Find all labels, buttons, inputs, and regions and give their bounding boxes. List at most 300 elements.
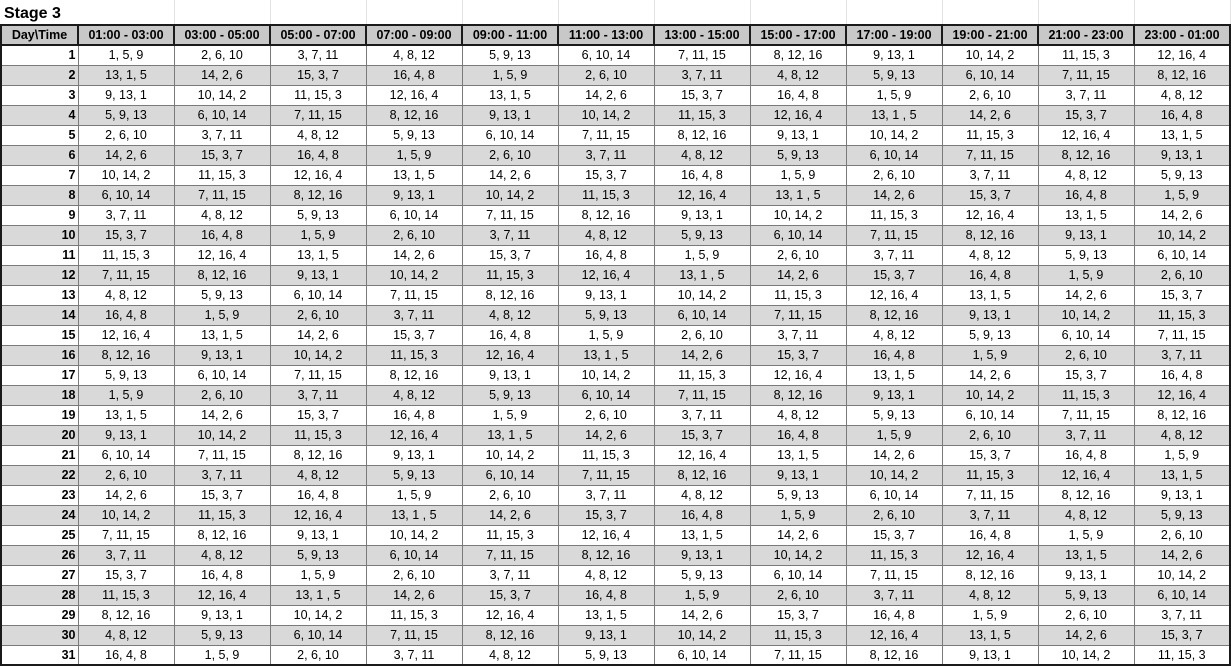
schedule-cell[interactable]: 10, 14, 2 xyxy=(942,385,1038,405)
schedule-cell[interactable]: 4, 8, 12 xyxy=(846,325,942,345)
schedule-cell[interactable]: 14, 2, 6 xyxy=(270,325,366,345)
schedule-cell[interactable]: 14, 2, 6 xyxy=(462,165,558,185)
day-number-cell[interactable]: 3 xyxy=(1,85,78,105)
schedule-cell[interactable]: 11, 15, 3 xyxy=(846,205,942,225)
schedule-cell[interactable]: 7, 11, 15 xyxy=(558,465,654,485)
schedule-cell[interactable]: 14, 2, 6 xyxy=(654,345,750,365)
schedule-cell[interactable]: 4, 8, 12 xyxy=(654,485,750,505)
schedule-cell[interactable]: 5, 9, 13 xyxy=(1134,505,1230,525)
schedule-cell[interactable]: 11, 15, 3 xyxy=(846,545,942,565)
schedule-cell[interactable]: 16, 4, 8 xyxy=(942,525,1038,545)
schedule-cell[interactable]: 7, 11, 15 xyxy=(78,525,174,545)
schedule-cell[interactable]: 12, 16, 4 xyxy=(1134,385,1230,405)
schedule-cell[interactable]: 12, 16, 4 xyxy=(558,265,654,285)
schedule-cell[interactable]: 11, 15, 3 xyxy=(78,585,174,605)
schedule-cell[interactable]: 4, 8, 12 xyxy=(750,65,846,85)
schedule-cell[interactable]: 6, 10, 14 xyxy=(270,625,366,645)
schedule-cell[interactable]: 6, 10, 14 xyxy=(366,545,462,565)
schedule-cell[interactable]: 15, 3, 7 xyxy=(846,525,942,545)
schedule-cell[interactable]: 10, 14, 2 xyxy=(366,525,462,545)
schedule-cell[interactable]: 13, 1 , 5 xyxy=(750,185,846,205)
schedule-cell[interactable]: 10, 14, 2 xyxy=(558,105,654,125)
schedule-cell[interactable]: 2, 6, 10 xyxy=(174,45,270,65)
schedule-cell[interactable]: 5, 9, 13 xyxy=(1134,165,1230,185)
schedule-cell[interactable]: 4, 8, 12 xyxy=(558,565,654,585)
schedule-cell[interactable]: 5, 9, 13 xyxy=(654,225,750,245)
schedule-cell[interactable]: 1, 5, 9 xyxy=(174,645,270,665)
schedule-cell[interactable]: 9, 13, 1 xyxy=(558,285,654,305)
day-number-cell[interactable]: 17 xyxy=(1,365,78,385)
schedule-cell[interactable]: 11, 15, 3 xyxy=(654,365,750,385)
schedule-cell[interactable]: 6, 10, 14 xyxy=(750,565,846,585)
schedule-cell[interactable]: 10, 14, 2 xyxy=(174,85,270,105)
schedule-cell[interactable]: 10, 14, 2 xyxy=(1134,565,1230,585)
schedule-cell[interactable]: 2, 6, 10 xyxy=(846,165,942,185)
schedule-cell[interactable]: 12, 16, 4 xyxy=(846,285,942,305)
schedule-cell[interactable]: 11, 15, 3 xyxy=(366,605,462,625)
schedule-cell[interactable]: 4, 8, 12 xyxy=(942,245,1038,265)
schedule-cell[interactable]: 13, 1, 5 xyxy=(78,405,174,425)
day-number-cell[interactable]: 11 xyxy=(1,245,78,265)
schedule-cell[interactable]: 13, 1, 5 xyxy=(1038,545,1134,565)
schedule-cell[interactable]: 14, 2, 6 xyxy=(78,485,174,505)
schedule-cell[interactable]: 10, 14, 2 xyxy=(78,165,174,185)
schedule-cell[interactable]: 1, 5, 9 xyxy=(654,585,750,605)
schedule-cell[interactable]: 16, 4, 8 xyxy=(270,145,366,165)
schedule-cell[interactable]: 1, 5, 9 xyxy=(270,565,366,585)
schedule-cell[interactable]: 16, 4, 8 xyxy=(558,585,654,605)
schedule-cell[interactable]: 3, 7, 11 xyxy=(78,545,174,565)
schedule-cell[interactable]: 16, 4, 8 xyxy=(942,265,1038,285)
schedule-cell[interactable]: 16, 4, 8 xyxy=(846,345,942,365)
schedule-cell[interactable]: 12, 16, 4 xyxy=(174,585,270,605)
schedule-cell[interactable]: 15, 3, 7 xyxy=(942,445,1038,465)
schedule-cell[interactable]: 8, 12, 16 xyxy=(942,225,1038,245)
schedule-cell[interactable]: 9, 13, 1 xyxy=(270,265,366,285)
schedule-cell[interactable]: 13, 1, 5 xyxy=(1134,465,1230,485)
schedule-cell[interactable]: 7, 11, 15 xyxy=(462,205,558,225)
schedule-cell[interactable]: 2, 6, 10 xyxy=(366,225,462,245)
empty-cell[interactable] xyxy=(750,0,846,25)
schedule-cell[interactable]: 1, 5, 9 xyxy=(654,245,750,265)
schedule-cell[interactable]: 9, 13, 1 xyxy=(462,105,558,125)
schedule-cell[interactable]: 10, 14, 2 xyxy=(462,185,558,205)
schedule-cell[interactable]: 9, 13, 1 xyxy=(1038,225,1134,245)
schedule-cell[interactable]: 6, 10, 14 xyxy=(1134,245,1230,265)
time-slot-header[interactable]: 01:00 - 03:00 xyxy=(78,25,174,45)
schedule-cell[interactable]: 4, 8, 12 xyxy=(366,45,462,65)
schedule-cell[interactable]: 13, 1, 5 xyxy=(1038,205,1134,225)
schedule-cell[interactable]: 5, 9, 13 xyxy=(462,385,558,405)
schedule-cell[interactable]: 1, 5, 9 xyxy=(1038,525,1134,545)
schedule-cell[interactable]: 3, 7, 11 xyxy=(1134,345,1230,365)
schedule-cell[interactable]: 4, 8, 12 xyxy=(270,125,366,145)
day-number-cell[interactable]: 6 xyxy=(1,145,78,165)
schedule-cell[interactable]: 8, 12, 16 xyxy=(462,625,558,645)
schedule-cell[interactable]: 10, 14, 2 xyxy=(1038,645,1134,665)
schedule-cell[interactable]: 2, 6, 10 xyxy=(462,145,558,165)
schedule-cell[interactable]: 14, 2, 6 xyxy=(846,445,942,465)
schedule-cell[interactable]: 14, 2, 6 xyxy=(174,405,270,425)
schedule-cell[interactable]: 7, 11, 15 xyxy=(270,105,366,125)
schedule-cell[interactable]: 5, 9, 13 xyxy=(750,485,846,505)
schedule-cell[interactable]: 2, 6, 10 xyxy=(366,565,462,585)
empty-cell[interactable] xyxy=(462,0,558,25)
day-number-cell[interactable]: 20 xyxy=(1,425,78,445)
schedule-cell[interactable]: 7, 11, 15 xyxy=(1134,325,1230,345)
schedule-cell[interactable]: 4, 8, 12 xyxy=(1134,85,1230,105)
schedule-cell[interactable]: 13, 1 , 5 xyxy=(270,585,366,605)
time-slot-header[interactable]: 17:00 - 19:00 xyxy=(846,25,942,45)
schedule-cell[interactable]: 1, 5, 9 xyxy=(462,65,558,85)
day-number-cell[interactable]: 18 xyxy=(1,385,78,405)
schedule-cell[interactable]: 8, 12, 16 xyxy=(846,305,942,325)
schedule-cell[interactable]: 13, 1 , 5 xyxy=(654,265,750,285)
schedule-cell[interactable]: 16, 4, 8 xyxy=(366,405,462,425)
schedule-cell[interactable]: 8, 12, 16 xyxy=(558,205,654,225)
schedule-cell[interactable]: 3, 7, 11 xyxy=(174,125,270,145)
schedule-cell[interactable]: 1, 5, 9 xyxy=(78,45,174,65)
schedule-cell[interactable]: 12, 16, 4 xyxy=(1038,465,1134,485)
empty-cell[interactable] xyxy=(654,0,750,25)
schedule-cell[interactable]: 9, 13, 1 xyxy=(366,445,462,465)
schedule-cell[interactable]: 9, 13, 1 xyxy=(750,465,846,485)
empty-cell[interactable] xyxy=(78,0,174,25)
schedule-cell[interactable]: 13, 1 , 5 xyxy=(366,505,462,525)
day-number-cell[interactable]: 5 xyxy=(1,125,78,145)
schedule-cell[interactable]: 14, 2, 6 xyxy=(558,85,654,105)
schedule-cell[interactable]: 15, 3, 7 xyxy=(750,605,846,625)
schedule-cell[interactable]: 9, 13, 1 xyxy=(942,645,1038,665)
schedule-cell[interactable]: 6, 10, 14 xyxy=(366,205,462,225)
schedule-cell[interactable]: 11, 15, 3 xyxy=(942,465,1038,485)
schedule-cell[interactable]: 14, 2, 6 xyxy=(942,365,1038,385)
schedule-cell[interactable]: 5, 9, 13 xyxy=(1038,245,1134,265)
schedule-cell[interactable]: 4, 8, 12 xyxy=(366,385,462,405)
schedule-cell[interactable]: 14, 2, 6 xyxy=(174,65,270,85)
schedule-cell[interactable]: 16, 4, 8 xyxy=(750,85,846,105)
schedule-cell[interactable]: 12, 16, 4 xyxy=(1134,45,1230,65)
schedule-cell[interactable]: 3, 7, 11 xyxy=(558,485,654,505)
schedule-cell[interactable]: 10, 14, 2 xyxy=(1134,225,1230,245)
schedule-cell[interactable]: 7, 11, 15 xyxy=(942,485,1038,505)
schedule-cell[interactable]: 2, 6, 10 xyxy=(174,385,270,405)
schedule-cell[interactable]: 9, 13, 1 xyxy=(1134,145,1230,165)
schedule-cell[interactable]: 9, 13, 1 xyxy=(654,205,750,225)
schedule-cell[interactable]: 12, 16, 4 xyxy=(654,185,750,205)
schedule-cell[interactable]: 16, 4, 8 xyxy=(270,485,366,505)
schedule-cell[interactable]: 10, 14, 2 xyxy=(366,265,462,285)
schedule-cell[interactable]: 6, 10, 14 xyxy=(654,645,750,665)
schedule-cell[interactable]: 10, 14, 2 xyxy=(270,605,366,625)
schedule-cell[interactable]: 9, 13, 1 xyxy=(1134,485,1230,505)
schedule-cell[interactable]: 6, 10, 14 xyxy=(558,385,654,405)
schedule-cell[interactable]: 15, 3, 7 xyxy=(750,345,846,365)
schedule-cell[interactable]: 8, 12, 16 xyxy=(174,265,270,285)
schedule-cell[interactable]: 5, 9, 13 xyxy=(846,65,942,85)
schedule-cell[interactable]: 2, 6, 10 xyxy=(270,305,366,325)
schedule-cell[interactable]: 8, 12, 16 xyxy=(1134,65,1230,85)
schedule-cell[interactable]: 7, 11, 15 xyxy=(846,565,942,585)
schedule-cell[interactable]: 2, 6, 10 xyxy=(654,325,750,345)
day-number-cell[interactable]: 8 xyxy=(1,185,78,205)
schedule-cell[interactable]: 6, 10, 14 xyxy=(558,45,654,65)
time-slot-header[interactable]: 09:00 - 11:00 xyxy=(462,25,558,45)
schedule-cell[interactable]: 15, 3, 7 xyxy=(558,505,654,525)
schedule-cell[interactable]: 8, 12, 16 xyxy=(78,605,174,625)
schedule-cell[interactable]: 7, 11, 15 xyxy=(174,185,270,205)
schedule-cell[interactable]: 3, 7, 11 xyxy=(462,225,558,245)
schedule-cell[interactable]: 1, 5, 9 xyxy=(174,305,270,325)
schedule-cell[interactable]: 6, 10, 14 xyxy=(462,125,558,145)
schedule-cell[interactable]: 9, 13, 1 xyxy=(78,425,174,445)
schedule-cell[interactable]: 2, 6, 10 xyxy=(270,645,366,665)
schedule-cell[interactable]: 13, 1, 5 xyxy=(270,245,366,265)
schedule-cell[interactable]: 8, 12, 16 xyxy=(750,45,846,65)
schedule-cell[interactable]: 11, 15, 3 xyxy=(270,425,366,445)
schedule-cell[interactable]: 6, 10, 14 xyxy=(78,185,174,205)
schedule-cell[interactable]: 15, 3, 7 xyxy=(462,245,558,265)
schedule-cell[interactable]: 14, 2, 6 xyxy=(942,105,1038,125)
schedule-cell[interactable]: 11, 15, 3 xyxy=(78,245,174,265)
schedule-cell[interactable]: 4, 8, 12 xyxy=(750,405,846,425)
schedule-cell[interactable]: 2, 6, 10 xyxy=(750,245,846,265)
schedule-cell[interactable]: 3, 7, 11 xyxy=(942,165,1038,185)
schedule-cell[interactable]: 6, 10, 14 xyxy=(750,225,846,245)
schedule-cell[interactable]: 16, 4, 8 xyxy=(78,645,174,665)
schedule-cell[interactable]: 8, 12, 16 xyxy=(78,345,174,365)
schedule-cell[interactable]: 8, 12, 16 xyxy=(1134,405,1230,425)
schedule-cell[interactable]: 15, 3, 7 xyxy=(942,185,1038,205)
day-number-cell[interactable]: 7 xyxy=(1,165,78,185)
schedule-cell[interactable]: 12, 16, 4 xyxy=(270,505,366,525)
schedule-cell[interactable]: 12, 16, 4 xyxy=(750,105,846,125)
day-number-cell[interactable]: 2 xyxy=(1,65,78,85)
schedule-cell[interactable]: 3, 7, 11 xyxy=(270,385,366,405)
schedule-cell[interactable]: 11, 15, 3 xyxy=(750,625,846,645)
schedule-cell[interactable]: 12, 16, 4 xyxy=(942,205,1038,225)
schedule-cell[interactable]: 7, 11, 15 xyxy=(558,125,654,145)
schedule-cell[interactable]: 1, 5, 9 xyxy=(846,85,942,105)
day-number-cell[interactable]: 30 xyxy=(1,625,78,645)
schedule-cell[interactable]: 1, 5, 9 xyxy=(558,325,654,345)
schedule-cell[interactable]: 11, 15, 3 xyxy=(750,285,846,305)
schedule-cell[interactable]: 13, 1, 5 xyxy=(462,85,558,105)
schedule-cell[interactable]: 15, 3, 7 xyxy=(558,165,654,185)
schedule-cell[interactable]: 9, 13, 1 xyxy=(1038,565,1134,585)
schedule-cell[interactable]: 3, 7, 11 xyxy=(942,505,1038,525)
schedule-cell[interactable]: 5, 9, 13 xyxy=(366,465,462,485)
day-number-cell[interactable]: 14 xyxy=(1,305,78,325)
schedule-cell[interactable]: 2, 6, 10 xyxy=(1134,265,1230,285)
schedule-cell[interactable]: 11, 15, 3 xyxy=(1134,645,1230,665)
schedule-cell[interactable]: 13, 1, 5 xyxy=(1134,125,1230,145)
sheet-title[interactable]: Stage 3 xyxy=(1,0,78,25)
schedule-cell[interactable]: 6, 10, 14 xyxy=(942,405,1038,425)
schedule-cell[interactable]: 9, 13, 1 xyxy=(270,525,366,545)
time-slot-header[interactable]: 15:00 - 17:00 xyxy=(750,25,846,45)
schedule-cell[interactable]: 15, 3, 7 xyxy=(1134,625,1230,645)
day-number-cell[interactable]: 16 xyxy=(1,345,78,365)
empty-cell[interactable] xyxy=(846,0,942,25)
schedule-cell[interactable]: 14, 2, 6 xyxy=(78,145,174,165)
schedule-cell[interactable]: 5, 9, 13 xyxy=(174,285,270,305)
schedule-cell[interactable]: 16, 4, 8 xyxy=(846,605,942,625)
day-number-cell[interactable]: 27 xyxy=(1,565,78,585)
schedule-cell[interactable]: 16, 4, 8 xyxy=(654,505,750,525)
empty-cell[interactable] xyxy=(174,0,270,25)
schedule-cell[interactable]: 15, 3, 7 xyxy=(270,65,366,85)
day-number-cell[interactable]: 12 xyxy=(1,265,78,285)
schedule-cell[interactable]: 2, 6, 10 xyxy=(1038,605,1134,625)
schedule-cell[interactable]: 9, 13, 1 xyxy=(462,365,558,385)
schedule-cell[interactable]: 10, 14, 2 xyxy=(558,365,654,385)
schedule-cell[interactable]: 8, 12, 16 xyxy=(942,565,1038,585)
schedule-cell[interactable]: 3, 7, 11 xyxy=(78,205,174,225)
schedule-cell[interactable]: 2, 6, 10 xyxy=(78,465,174,485)
schedule-cell[interactable]: 4, 8, 12 xyxy=(558,225,654,245)
schedule-cell[interactable]: 14, 2, 6 xyxy=(846,185,942,205)
schedule-cell[interactable]: 12, 16, 4 xyxy=(1038,125,1134,145)
schedule-cell[interactable]: 6, 10, 14 xyxy=(846,145,942,165)
schedule-cell[interactable]: 5, 9, 13 xyxy=(78,105,174,125)
schedule-cell[interactable]: 15, 3, 7 xyxy=(174,145,270,165)
schedule-cell[interactable]: 10, 14, 2 xyxy=(270,345,366,365)
schedule-cell[interactable]: 11, 15, 3 xyxy=(942,125,1038,145)
schedule-cell[interactable]: 13, 1, 5 xyxy=(942,285,1038,305)
schedule-cell[interactable]: 13, 1, 5 xyxy=(750,445,846,465)
schedule-cell[interactable]: 14, 2, 6 xyxy=(1134,205,1230,225)
schedule-cell[interactable]: 8, 12, 16 xyxy=(174,525,270,545)
schedule-cell[interactable]: 15, 3, 7 xyxy=(462,585,558,605)
schedule-cell[interactable]: 3, 7, 11 xyxy=(1038,425,1134,445)
time-slot-header[interactable]: 03:00 - 05:00 xyxy=(174,25,270,45)
schedule-cell[interactable]: 8, 12, 16 xyxy=(654,125,750,145)
schedule-cell[interactable]: 3, 7, 11 xyxy=(558,145,654,165)
schedule-cell[interactable]: 11, 15, 3 xyxy=(462,525,558,545)
schedule-cell[interactable]: 13, 1 , 5 xyxy=(558,345,654,365)
schedule-cell[interactable]: 14, 2, 6 xyxy=(1038,285,1134,305)
time-slot-header[interactable]: 13:00 - 15:00 xyxy=(654,25,750,45)
schedule-cell[interactable]: 15, 3, 7 xyxy=(1038,365,1134,385)
schedule-cell[interactable]: 6, 10, 14 xyxy=(1134,585,1230,605)
day-number-cell[interactable]: 28 xyxy=(1,585,78,605)
schedule-cell[interactable]: 15, 3, 7 xyxy=(270,405,366,425)
day-number-cell[interactable]: 21 xyxy=(1,445,78,465)
schedule-cell[interactable]: 11, 15, 3 xyxy=(654,105,750,125)
schedule-cell[interactable]: 11, 15, 3 xyxy=(174,165,270,185)
empty-cell[interactable] xyxy=(942,0,1038,25)
schedule-cell[interactable]: 11, 15, 3 xyxy=(558,445,654,465)
day-number-cell[interactable]: 10 xyxy=(1,225,78,245)
schedule-cell[interactable]: 13, 1, 5 xyxy=(846,365,942,385)
schedule-cell[interactable]: 8, 12, 16 xyxy=(558,545,654,565)
corner-header-cell[interactable]: Day\Time xyxy=(1,25,78,45)
time-slot-header[interactable]: 11:00 - 13:00 xyxy=(558,25,654,45)
schedule-cell[interactable]: 8, 12, 16 xyxy=(1038,145,1134,165)
schedule-cell[interactable]: 5, 9, 13 xyxy=(846,405,942,425)
schedule-cell[interactable]: 14, 2, 6 xyxy=(654,605,750,625)
schedule-cell[interactable]: 3, 7, 11 xyxy=(846,585,942,605)
schedule-cell[interactable]: 1, 5, 9 xyxy=(750,505,846,525)
schedule-cell[interactable]: 10, 14, 2 xyxy=(78,505,174,525)
schedule-cell[interactable]: 14, 2, 6 xyxy=(366,245,462,265)
schedule-cell[interactable]: 3, 7, 11 xyxy=(366,645,462,665)
schedule-cell[interactable]: 11, 15, 3 xyxy=(462,265,558,285)
schedule-cell[interactable]: 1, 5, 9 xyxy=(270,225,366,245)
schedule-cell[interactable]: 5, 9, 13 xyxy=(750,145,846,165)
schedule-cell[interactable]: 12, 16, 4 xyxy=(750,365,846,385)
day-number-cell[interactable]: 23 xyxy=(1,485,78,505)
schedule-cell[interactable]: 8, 12, 16 xyxy=(270,185,366,205)
schedule-cell[interactable]: 5, 9, 13 xyxy=(174,625,270,645)
schedule-cell[interactable]: 1, 5, 9 xyxy=(1134,185,1230,205)
schedule-cell[interactable]: 12, 16, 4 xyxy=(558,525,654,545)
schedule-cell[interactable]: 15, 3, 7 xyxy=(1038,105,1134,125)
schedule-cell[interactable]: 1, 5, 9 xyxy=(942,605,1038,625)
schedule-cell[interactable]: 9, 13, 1 xyxy=(558,625,654,645)
schedule-cell[interactable]: 3, 7, 11 xyxy=(270,45,366,65)
schedule-cell[interactable]: 7, 11, 15 xyxy=(654,45,750,65)
schedule-cell[interactable]: 3, 7, 11 xyxy=(750,325,846,345)
schedule-cell[interactable]: 11, 15, 3 xyxy=(1038,45,1134,65)
day-number-cell[interactable]: 22 xyxy=(1,465,78,485)
schedule-cell[interactable]: 13, 1, 5 xyxy=(942,625,1038,645)
schedule-cell[interactable]: 7, 11, 15 xyxy=(1038,405,1134,425)
schedule-cell[interactable]: 15, 3, 7 xyxy=(366,325,462,345)
schedule-cell[interactable]: 9, 13, 1 xyxy=(174,605,270,625)
time-slot-header[interactable]: 21:00 - 23:00 xyxy=(1038,25,1134,45)
day-number-cell[interactable]: 15 xyxy=(1,325,78,345)
schedule-cell[interactable]: 13, 1, 5 xyxy=(366,165,462,185)
schedule-cell[interactable]: 6, 10, 14 xyxy=(270,285,366,305)
empty-cell[interactable] xyxy=(1134,0,1230,25)
schedule-cell[interactable]: 14, 2, 6 xyxy=(558,425,654,445)
day-number-cell[interactable]: 13 xyxy=(1,285,78,305)
schedule-cell[interactable]: 6, 10, 14 xyxy=(846,485,942,505)
schedule-cell[interactable]: 12, 16, 4 xyxy=(366,85,462,105)
schedule-cell[interactable]: 6, 10, 14 xyxy=(462,465,558,485)
schedule-cell[interactable]: 1, 5, 9 xyxy=(366,485,462,505)
time-slot-header[interactable]: 19:00 - 21:00 xyxy=(942,25,1038,45)
schedule-cell[interactable]: 7, 11, 15 xyxy=(366,285,462,305)
schedule-cell[interactable]: 1, 5, 9 xyxy=(366,145,462,165)
time-slot-header[interactable]: 05:00 - 07:00 xyxy=(270,25,366,45)
schedule-cell[interactable]: 7, 11, 15 xyxy=(942,145,1038,165)
schedule-cell[interactable]: 9, 13, 1 xyxy=(846,45,942,65)
schedule-cell[interactable]: 3, 7, 11 xyxy=(366,305,462,325)
schedule-cell[interactable]: 14, 2, 6 xyxy=(750,265,846,285)
day-number-cell[interactable]: 4 xyxy=(1,105,78,125)
schedule-cell[interactable]: 6, 10, 14 xyxy=(174,365,270,385)
schedule-cell[interactable]: 1, 5, 9 xyxy=(78,385,174,405)
schedule-cell[interactable]: 2, 6, 10 xyxy=(1134,525,1230,545)
schedule-cell[interactable]: 16, 4, 8 xyxy=(78,305,174,325)
schedule-cell[interactable]: 10, 14, 2 xyxy=(846,465,942,485)
schedule-cell[interactable]: 9, 13, 1 xyxy=(654,545,750,565)
schedule-cell[interactable]: 11, 15, 3 xyxy=(1134,305,1230,325)
schedule-cell[interactable]: 10, 14, 2 xyxy=(1038,305,1134,325)
schedule-cell[interactable]: 5, 9, 13 xyxy=(270,545,366,565)
schedule-cell[interactable]: 16, 4, 8 xyxy=(1038,185,1134,205)
day-number-cell[interactable]: 29 xyxy=(1,605,78,625)
schedule-cell[interactable]: 5, 9, 13 xyxy=(558,645,654,665)
time-slot-header[interactable]: 23:00 - 01:00 xyxy=(1134,25,1230,45)
schedule-cell[interactable]: 5, 9, 13 xyxy=(462,45,558,65)
schedule-cell[interactable]: 3, 7, 11 xyxy=(174,465,270,485)
schedule-cell[interactable]: 14, 2, 6 xyxy=(750,525,846,545)
schedule-cell[interactable]: 4, 8, 12 xyxy=(174,205,270,225)
